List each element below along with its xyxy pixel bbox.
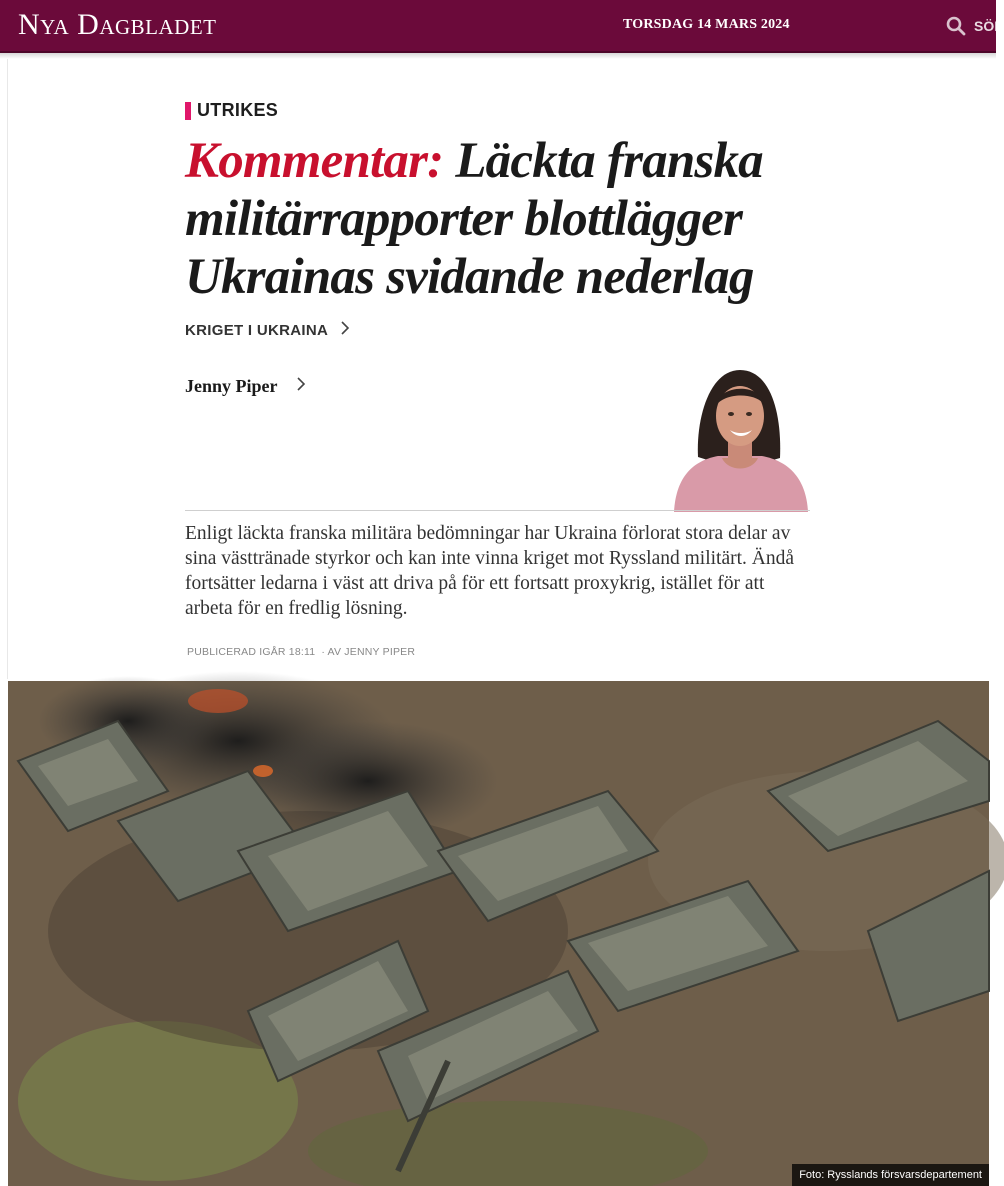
author-link[interactable] [185,376,306,397]
author-photo[interactable] [670,362,810,512]
section-label: UTRIKES [197,100,279,120]
section-marker [185,102,191,120]
hero-image[interactable] [8,681,989,1186]
header-shadow [0,53,996,59]
headline-text: Läckta franska militärrapporter blottlägger Ukrainas svidande nederlag [185,133,763,305]
topic-label: KRIGET I UKRAINA [185,322,329,339]
section-tag[interactable] [185,100,278,121]
search-button[interactable] [946,14,1004,38]
author-name: Jenny Piper [185,376,278,396]
article-headline [185,132,825,306]
search-label: SÖK [974,18,1004,34]
headline-kicker: Kommentar: [185,133,444,189]
chevron-right-icon [296,377,306,396]
topic-link[interactable] [185,321,350,340]
site-logo[interactable]: Nya Dagbladet [18,8,217,41]
chevron-right-icon [340,321,350,340]
article-lead: Enligt läckta franska militära bedömningar har Ukraina förlorat stora delar av sina västtränade styrkor och kan inte vinna kriget mot Ryssland militärt. Ändå fortsätter ledarna i väst att driva på för ett fortsatt proxykrig, istället för att arbeta för en fredlig lösning. [185,523,795,619]
hero-illustration [8,681,989,1186]
divider [185,510,810,511]
published-time: PUBLICERAD IGÅR 18:11 [187,646,316,658]
current-date: TORSDAG 14 MARS 2024 [623,17,790,32]
page-border [7,59,8,679]
article-meta [187,646,415,658]
search-icon [946,16,966,36]
top-navigation-bar [0,0,1004,53]
byline-meta: · AV JENNY PIPER [321,646,416,658]
image-credit: Foto: Rysslands försvarsdepartement [792,1164,989,1186]
